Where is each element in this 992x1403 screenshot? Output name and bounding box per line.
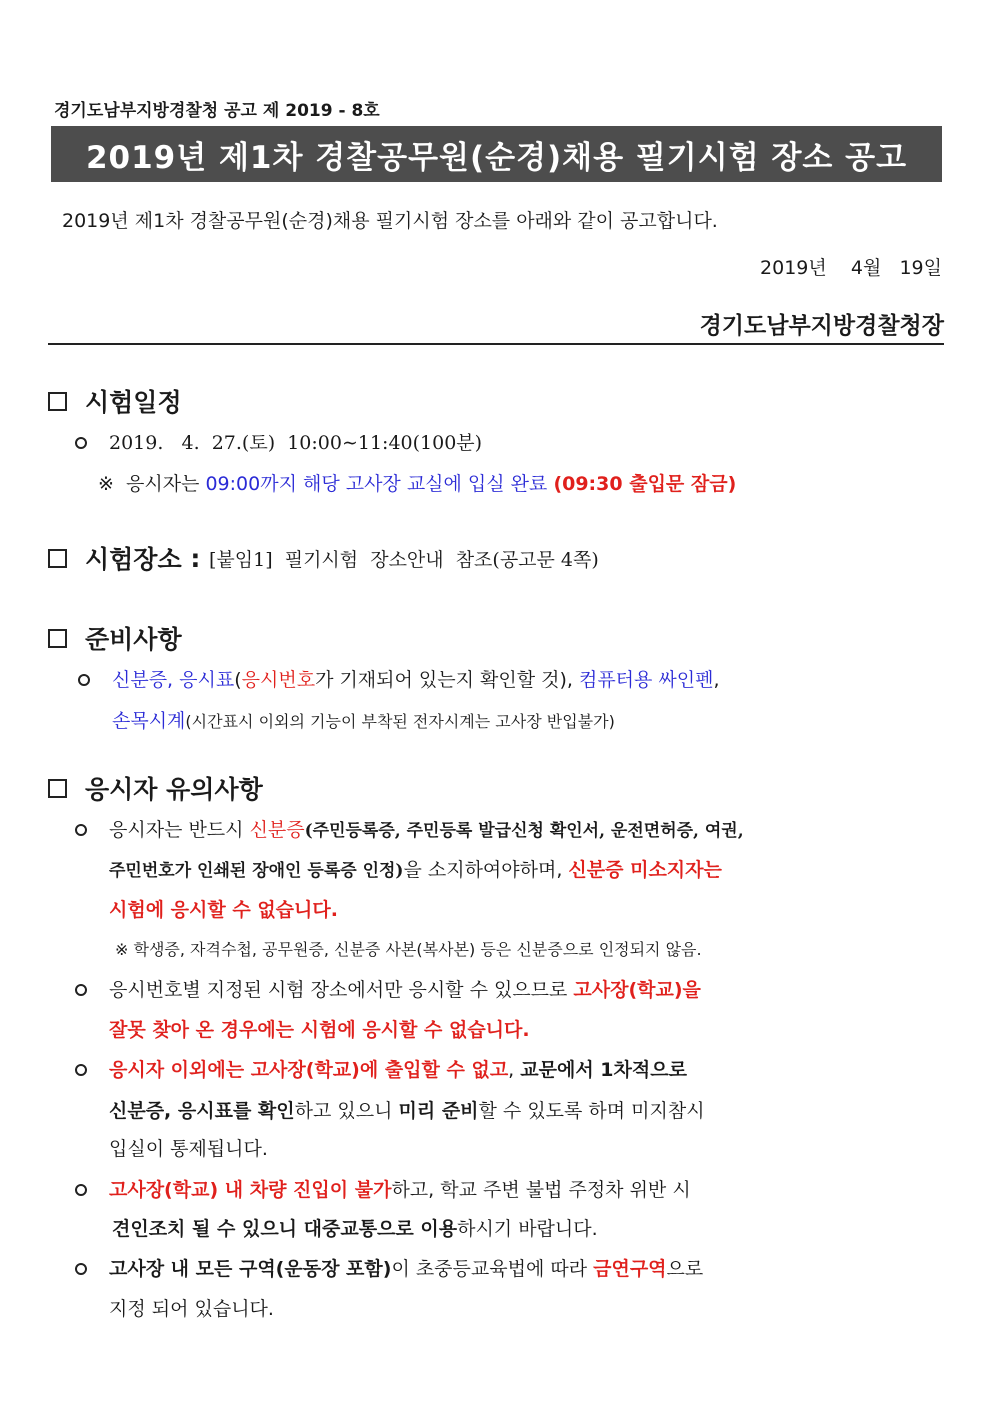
note-5-bold: 고사장 내 모든 구역(운동장 포함) [109, 1258, 392, 1280]
issuer: 경기도남부지방경찰청장 [699, 313, 944, 339]
checkbox-square-icon [48, 549, 67, 568]
note-2-line1 [109, 975, 701, 1002]
note-3-bold-3: 미리 준비 [398, 1100, 479, 1122]
note-1-line1 [109, 815, 744, 842]
note-1-red-2: 신분증 미소지자는 [568, 859, 722, 881]
note-4-line1 [109, 1175, 691, 1202]
note-1-bold-2: 주민번호가 인쇄된 장애인 등록증 인정) [109, 861, 404, 881]
prep-watch-note: (시간표시 이외의 기능이 부착된 전자시계는 고사장 반입불가) [185, 712, 615, 731]
note-3-line1 [109, 1055, 687, 1082]
prep-id-docs: 신분증, 응시표 [112, 669, 235, 691]
notes-heading [48, 770, 948, 806]
venue-text: [붙임1] 필기시험 장소안내 참조(공고문 4쪽) [209, 548, 599, 571]
schedule-heading-text: 시험일정 [85, 388, 182, 417]
bullet-circle-icon [75, 1064, 87, 1076]
prep-heading [48, 620, 948, 656]
schedule-note [98, 469, 736, 496]
venue-heading [48, 540, 948, 576]
note-1-red: 신분증 [249, 819, 305, 841]
schedule-note-blue: 09:00까지 해당 고사장 교실에 입실 완료 [205, 473, 548, 495]
prep-watch: 손목시계 [112, 710, 186, 732]
note-1-text-b: 을 소지하여야하며, [403, 859, 569, 881]
note-2-line2: 잘못 찾아 온 경우에는 시험에 응시할 수 없습니다. [109, 1019, 530, 1041]
schedule-heading [48, 383, 948, 419]
page-title [51, 126, 942, 182]
bullet-circle-icon [75, 984, 87, 996]
venue-section [48, 540, 948, 576]
prep-item [78, 665, 720, 692]
note-5-line2: 지정 되어 있습니다. [109, 1298, 274, 1320]
notice-number: 경기도남부지방경찰청 공고 제 2019 - 8호 [54, 101, 380, 121]
schedule-item-text: 2019. 4. 27.(토) 10:00∼11:40(100분) [109, 432, 483, 454]
note-1-sub-note: ※ 학생증, 자격수첩, 공무원증, 신분증 사본(복사본) 등은 신분증으로 인정되지 않음. [115, 940, 702, 959]
bullet-circle-icon [78, 674, 90, 686]
bullet-circle-icon [75, 824, 87, 836]
note-2-text: 응시번호별 지정된 시험 장소에서만 응시할 수 있으므로 [109, 979, 574, 1001]
note-1-line2 [109, 855, 722, 882]
note-3-bold-2: 신분증, 응시표를 확인 [109, 1100, 295, 1122]
note-1-bold: (주민등록증, 주민등록 발급신청 확인서, 운전면허증, 여권, [304, 821, 744, 841]
note-4-bold: 견인조치 될 수 있으니 대중교통으로 이용 [112, 1218, 458, 1240]
note-3-bold: 교문에서 1차적으로 [520, 1059, 687, 1081]
note-5-text: 이 초중등교육법에 따라 [391, 1258, 594, 1280]
note-5-line1 [109, 1254, 703, 1281]
note-4-text-b: 하시기 바랍니다. [457, 1218, 598, 1240]
notice-date: 2019년 4월 19일 [760, 257, 942, 279]
note-5 [75, 1254, 703, 1281]
bullet-circle-icon [75, 1263, 87, 1275]
note-4-line2 [112, 1214, 598, 1241]
prep-line2 [112, 706, 615, 733]
notes-heading-text: 응시자 유의사항 [85, 775, 263, 804]
prep-section [48, 620, 948, 656]
note-2 [75, 975, 701, 1002]
bullet-circle-icon [75, 1184, 87, 1196]
checkbox-square-icon [48, 629, 67, 648]
prep-pen: 컴퓨터용 싸인펜 [578, 669, 714, 691]
prep-line1 [112, 665, 720, 692]
prep-check-note: 가 기재되어 있는지 확인할 것), [315, 669, 579, 691]
venue-colon: : [181, 543, 210, 573]
divider [48, 343, 944, 345]
venue-heading-text: 시험장소 [85, 545, 182, 574]
bullet-circle-icon [75, 437, 87, 449]
prep-comma: , [713, 669, 720, 691]
schedule-section [48, 383, 948, 419]
note-5-text-b: 으로 [666, 1258, 704, 1280]
note-2-red: 고사장(학교)을 [573, 979, 701, 1001]
schedule-note-red: (09:30 출입문 잠금) [553, 473, 737, 495]
prep-heading-text: 준비사항 [85, 625, 182, 654]
prep-exam-number: 응시번호 [241, 669, 316, 691]
note-4-text: 하고, 학교 주변 불법 주정차 위반 시 [391, 1179, 691, 1201]
note-3-red: 응시자 이외에는 고사장(학교)에 출입할 수 없고 [109, 1059, 509, 1081]
note-1 [75, 815, 744, 842]
prep-paren: ( [234, 669, 242, 691]
note-3-text-b: 할 수 있도록 하며 미지참시 [478, 1100, 705, 1122]
note-3-comma: , [508, 1059, 521, 1081]
note-3-line2 [109, 1096, 705, 1123]
intro-text: 2019년 제1차 경찰공무원(순경)채용 필기시험 장소를 아래와 같이 공고합니다. [62, 210, 718, 232]
notes-section [48, 770, 948, 806]
page-title-text: 2019년 제1차 경찰공무원(순경)채용 필기시험 장소 공고 [85, 139, 908, 176]
note-3-line3: 입실이 통제됩니다. [109, 1138, 268, 1160]
schedule-note-prefix: ※ 응시자는 [98, 473, 206, 495]
note-4-red: 고사장(학교) 내 차량 진입이 불가 [109, 1179, 392, 1201]
checkbox-square-icon [48, 392, 67, 411]
note-1-text-a: 응시자는 반드시 [109, 819, 250, 841]
schedule-item [75, 428, 482, 455]
note-1-line3: 시험에 응시할 수 없습니다. [109, 899, 338, 921]
note-4 [75, 1175, 691, 1202]
note-3 [75, 1055, 687, 1082]
checkbox-square-icon [48, 779, 67, 798]
note-3-text-a: 하고 있으니 [294, 1100, 399, 1122]
note-5-red: 금연구역 [593, 1258, 667, 1280]
